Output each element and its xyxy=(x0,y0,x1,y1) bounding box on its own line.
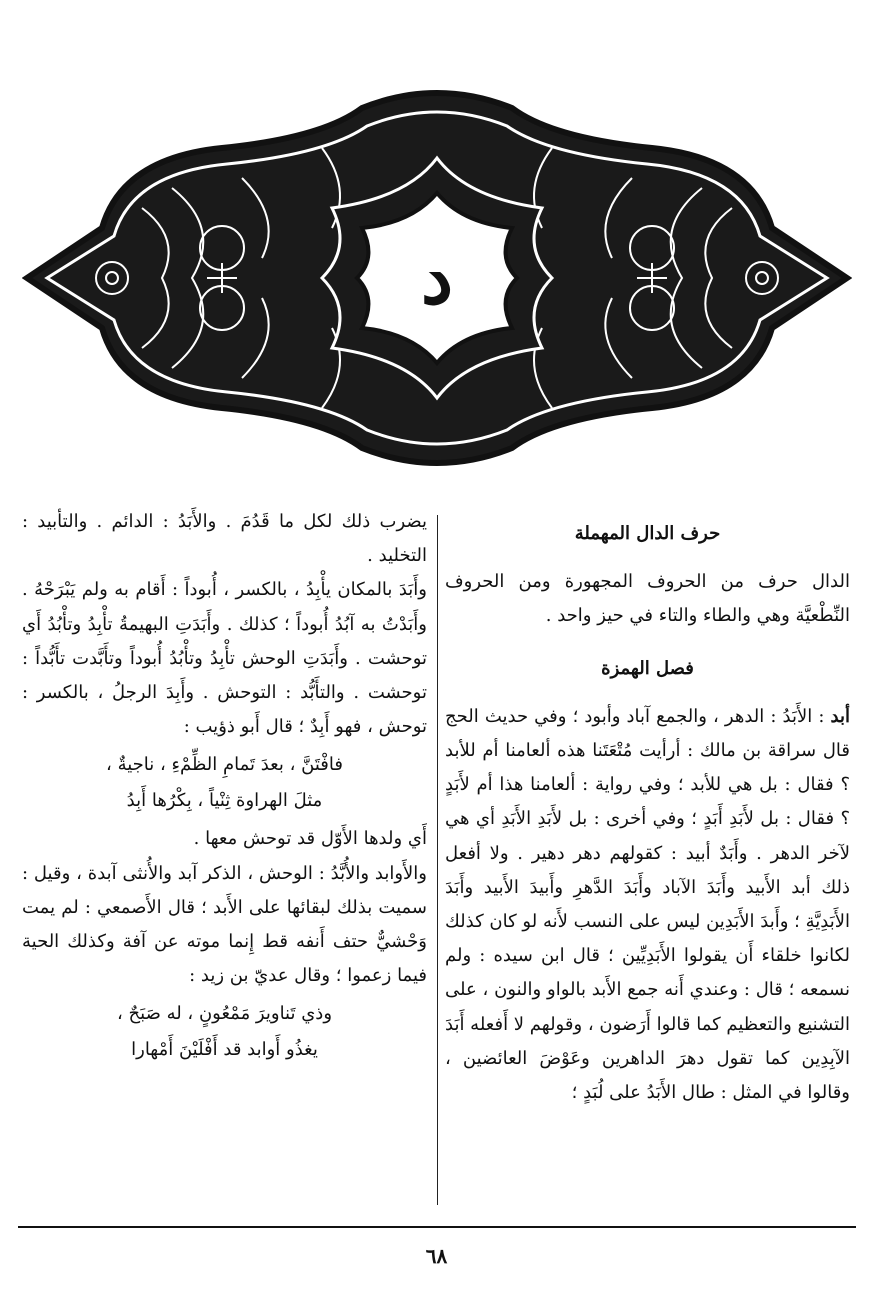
entry-text: : الأَبَدُ : الدهر ، والجمع آباد وأبود ؛ وفي حديث الحج قال سراقة بن مالك : أرأيت مُتْعَتَنا هذه ألعامنا أم للأبد ؟ فقال : بل هي للأبد ؛ وفي رواية : ألعامنا هذا أم لأَبَدٍ ؟ فقال : بل لأَبَدِ أَبَدٍ ؛ وفي أخرى : بل لأَبَدِ الأَبَدِ أي هي لآخر الدهر . وأَبَدٌ أبيد : كقولهم دهر دهير . ولا أفعل ذلك أبد الأَبيد وأَبَدَ الآباد وأَبَدَ الدَّهرِ وأَبيدَ الأَبيد وأَبَدَ الأَبَدِيَّةِ ؛ وأَبدَ الأَبَدِين ليس على النسب لأَنه لو كان كذلك لكانوا خلقاء أَن يقولوا الأَبَدِيِّين ؛ قال ابن سيده : ولم نسمعه ؛ قال : وعندي أَنه جمع الأَبد بالواو والنون ، على التشنيع والتعظيم كما قالوا أَرَضون ، وقولهم لا أَفعله أَبَدَ الآبِدِين كما تقول دهرَ الداهرين وعَوْضَ العائضين ، وقالوا في المثل : طال الأَبَدُ على لُبَدٍ ؛ xyxy=(445,705,850,1104)
paragraph-1: يضرب ذلك لكل ما قَدُمَ . والأَبَدُ : الدائم . والتأبيد : التخليد . xyxy=(22,511,427,567)
intro-paragraph: الدال حرف من الحروف المجهورة ومن الحروف النِّطْعيَّة وهي والطاء والتاء في حيز واحد . xyxy=(445,571,850,627)
left-column xyxy=(22,505,427,1210)
column-divider xyxy=(437,515,438,1205)
entry-headword: أبد xyxy=(830,705,850,727)
footer-rule xyxy=(18,1226,856,1228)
page-number: ٦٨ xyxy=(425,1244,448,1268)
verse-1-line-1: فافْتَنَّ ، بعدَ تَمامِ الظِّمْءِ ، ناجيةٌ ، xyxy=(106,754,343,776)
verse-2-line-2: يغذُو أَوابد قد أَفْلَيْنَ أَمْهارا xyxy=(131,1039,318,1061)
entry-paragraph xyxy=(445,700,850,1110)
section-title: حرف الدال المهملة xyxy=(574,523,721,544)
ornamental-header xyxy=(22,88,852,468)
right-column xyxy=(445,505,850,1210)
header-letter: د xyxy=(420,235,454,320)
verse-1-line-2: مثلَ الهراوة ثِنْياً ، بِكْرُها أَبِدُ xyxy=(126,790,323,812)
verse-2-line-1: وذي تَناويرَ مَمْعُونٍ ، له صَبَحٌ ، xyxy=(116,1003,333,1025)
paragraph-2: وأَبَدَ بالمكان يأْبِدُ ، بالكسر ، أُبوداً : أَقام به ولم يَبْرَحْهُ . وأَبَدْتُ به آبُدُ أُبوداً ؛ كذلك . وأَبَدَتِ البهيمةُ تأْبِدُ وتأْبُدُ أَي توحشت . وأَبَدَتِ الوحش تأْبِدُ وتأْبُدُ أُبوداً وتأَبَّدت تأَبُّداً : توحشت . والتأَبُّد : التوحش . وأَبِدَ الرجلُ ، بالكسر : توحش ، فهو أَبِدٌ ؛ قال أَبو ذؤيب : xyxy=(22,579,427,738)
paragraph-4: والأَوابد والأُبَّدُ : الوحش ، الذكر آبد والأُنثى آبدة ، وقيل : سميت بذلك لبقائها على الأَبد ؛ قال الأَصمعي : لم يمت وَحْشيٌّ حتف أَنفه قط إِنما موته عن آفة وكذلك الحية فيما زعموا ؛ وقال عديّ بن زيد : xyxy=(22,862,427,987)
paragraph-3: أَي ولدها الأَوّل قد توحش معها . xyxy=(193,828,427,850)
chapter-title: فصل الهمزة xyxy=(601,657,694,679)
